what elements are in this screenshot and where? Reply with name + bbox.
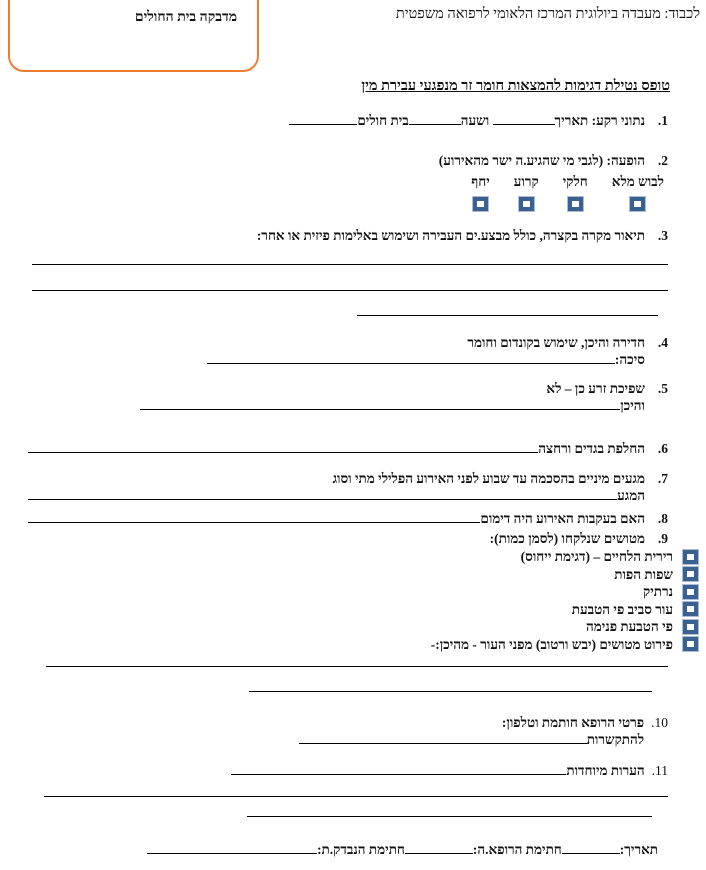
- item-7: [28, 470, 668, 504]
- swab-vagina-checkbox[interactable]: [683, 585, 698, 599]
- item-9: [28, 530, 668, 547]
- swab-row-cheek: [28, 548, 698, 566]
- item-10-number: 10.: [651, 715, 668, 730]
- notes-fill-line-2: [247, 816, 652, 817]
- examinee-signature-line: [147, 841, 317, 854]
- date-fill-line: [493, 112, 555, 125]
- item-3: [28, 227, 668, 244]
- item-3-text: תיאור מקרה בקצרה, כולל מבצע.ים העבירה ושימוש באלימות פיזית או אחר:: [256, 228, 645, 243]
- item-7-cont: [28, 487, 645, 504]
- hospital-fill-line: [289, 112, 357, 125]
- item-9-fill-line-1: [46, 666, 668, 667]
- swab-labia-label: שפות הפות: [614, 566, 673, 582]
- swab-labia-checkbox[interactable]: [683, 567, 698, 581]
- consensual-contact-label: מגעים מיניים בהסכמה עד שבוע לפני האירוע הפלילי מתי וסוג: [332, 471, 645, 486]
- item-5: [28, 380, 668, 414]
- item-1: [28, 112, 668, 129]
- swab-perianal-skin-label: עור סביב פי הטבעת: [571, 601, 673, 617]
- clothes-change-label: החלפת בגדים ורחצה: [538, 441, 645, 456]
- doctor-signature-label: חתימת הרופא.ה:: [472, 842, 562, 857]
- swab-row-skin-detail: [28, 636, 698, 654]
- clothing-options: [28, 174, 664, 211]
- clothing-torn-label: קרוע: [513, 174, 539, 189]
- clothing-partial-checkbox[interactable]: [568, 197, 583, 211]
- notes-fill-line-1: [44, 796, 668, 797]
- item-11-fill-line: [231, 762, 566, 775]
- ejaculation-label: שפיכת זרע כן – לא: [546, 381, 645, 396]
- swab-skin-detail-checkbox[interactable]: [683, 637, 698, 651]
- item-10-fill-line: [299, 731, 587, 744]
- item-6-number: 6.: [657, 441, 668, 456]
- item-11: [28, 762, 668, 779]
- item-11-text: [28, 762, 645, 779]
- swab-row-anal: [28, 618, 698, 636]
- swab-cheek-checkbox[interactable]: [683, 550, 698, 564]
- item-2: [28, 152, 668, 169]
- time-label: ושעה: [460, 113, 490, 128]
- clothing-barefoot-checkbox[interactable]: [473, 197, 488, 211]
- swab-anal-label: פי הטבעת פנימה: [586, 619, 673, 635]
- clothing-torn-checkbox[interactable]: [519, 197, 534, 211]
- item-6-text: [28, 440, 645, 457]
- item-3-number: 3.: [657, 228, 668, 243]
- penetration-label: חדירה והיכן, שימוש בקונדום וחומר: [467, 335, 645, 350]
- item-7-fill-line: [28, 487, 617, 500]
- item-1-number: 1.: [657, 113, 668, 128]
- doctor-details-label: פרטי הרופא חותמת וטלפון:: [501, 715, 645, 730]
- item-8-number: 8.: [657, 511, 668, 526]
- examinee-signature-label: חתימת הנבדק.ת:: [317, 842, 405, 857]
- item-6: [28, 440, 668, 457]
- form-title: טופס נטילת דגימות להמצאות חומר זר מנפגעי עבירת מין: [361, 78, 670, 94]
- clothing-full-label: לבוש מלא: [611, 174, 664, 189]
- clothing-option-barefoot: [471, 174, 490, 211]
- contact-type-label: המגע: [617, 488, 645, 503]
- item-9-fill-line-2: [249, 691, 652, 692]
- swab-cheek-label: רירית הלחיים – (דגימת ייחוס): [520, 549, 673, 565]
- clothing-full-checkbox[interactable]: [630, 197, 645, 211]
- item-5-fill-line: [140, 397, 620, 410]
- item-3-fill-line-3: [357, 315, 658, 316]
- date-signature-line: [562, 841, 620, 854]
- swab-row-perianal-skin: [28, 601, 698, 619]
- swab-anal-checkbox[interactable]: [683, 620, 698, 634]
- item-9-number: 9.: [657, 531, 668, 546]
- time-fill-line: [409, 112, 461, 125]
- swab-skin-detail-label: פירוט מטושים (יבש ורטוב) מפני העור - מהיכן:-: [430, 636, 673, 652]
- hospital-label: בית חולים: [357, 113, 409, 128]
- item-8-text: [28, 510, 645, 527]
- item-4-text: [28, 334, 645, 368]
- item-6-fill-line: [28, 440, 538, 453]
- where-label: והיכן: [620, 398, 645, 413]
- item-10-text: [28, 714, 644, 748]
- item-1-text: [28, 112, 645, 129]
- clothing-partial-label: חלקי: [562, 174, 588, 189]
- hospital-sticker-label: מדבקה בית החולים: [134, 10, 237, 25]
- clothing-option-partial: [563, 174, 588, 211]
- item-5-number: 5.: [657, 381, 668, 396]
- clothing-option-torn: [514, 174, 539, 211]
- bleeding-label: האם בעקבות האירוע היה דימום: [480, 511, 645, 526]
- special-notes-label: הערות מיוחדות: [566, 763, 645, 778]
- item-8-fill-line: [28, 510, 480, 523]
- item-4-number: 4.: [657, 335, 668, 350]
- item-9-text: מטושים שנלקחו (לסמן כמות):: [489, 531, 645, 546]
- item-7-number: 7.: [657, 471, 668, 486]
- swab-row-vagina: [28, 583, 698, 601]
- recipient-line: לכבוד: מעבדה ביולוגית המרכז הלאומי לרפואה משפטית: [395, 6, 700, 22]
- item-4-fill-line: [207, 351, 615, 364]
- background-data-label: נתוני רקע: תאריך: [554, 113, 645, 128]
- item-7-text: [28, 470, 645, 504]
- item-2-text: הופעה: (לגבי מי שהגיע.ה ישר מהאירוע): [438, 153, 645, 168]
- swab-list: [28, 548, 698, 653]
- swab-row-labia: [28, 566, 698, 584]
- item-10: [28, 714, 668, 748]
- lubricant-label: סיכה:: [614, 352, 645, 367]
- signature-row: [28, 841, 658, 858]
- date-label: תאריך:: [619, 842, 658, 857]
- clothing-barefoot-label: יחף: [471, 174, 490, 189]
- item-3-fill-line-2: [32, 290, 668, 291]
- item-5-text: [28, 380, 645, 414]
- item-4: [28, 334, 668, 368]
- clothing-option-full: [612, 174, 664, 211]
- contact-label: להתקשרות: [586, 732, 645, 747]
- swab-perianal-skin-checkbox[interactable]: [683, 602, 698, 616]
- item-11-number: 11.: [651, 763, 668, 778]
- doctor-signature-line: [405, 841, 473, 854]
- item-3-fill-line-1: [32, 264, 668, 265]
- item-8: [28, 510, 668, 527]
- item-2-number: 2.: [657, 153, 668, 168]
- swab-vagina-label: נרתיק: [642, 584, 673, 600]
